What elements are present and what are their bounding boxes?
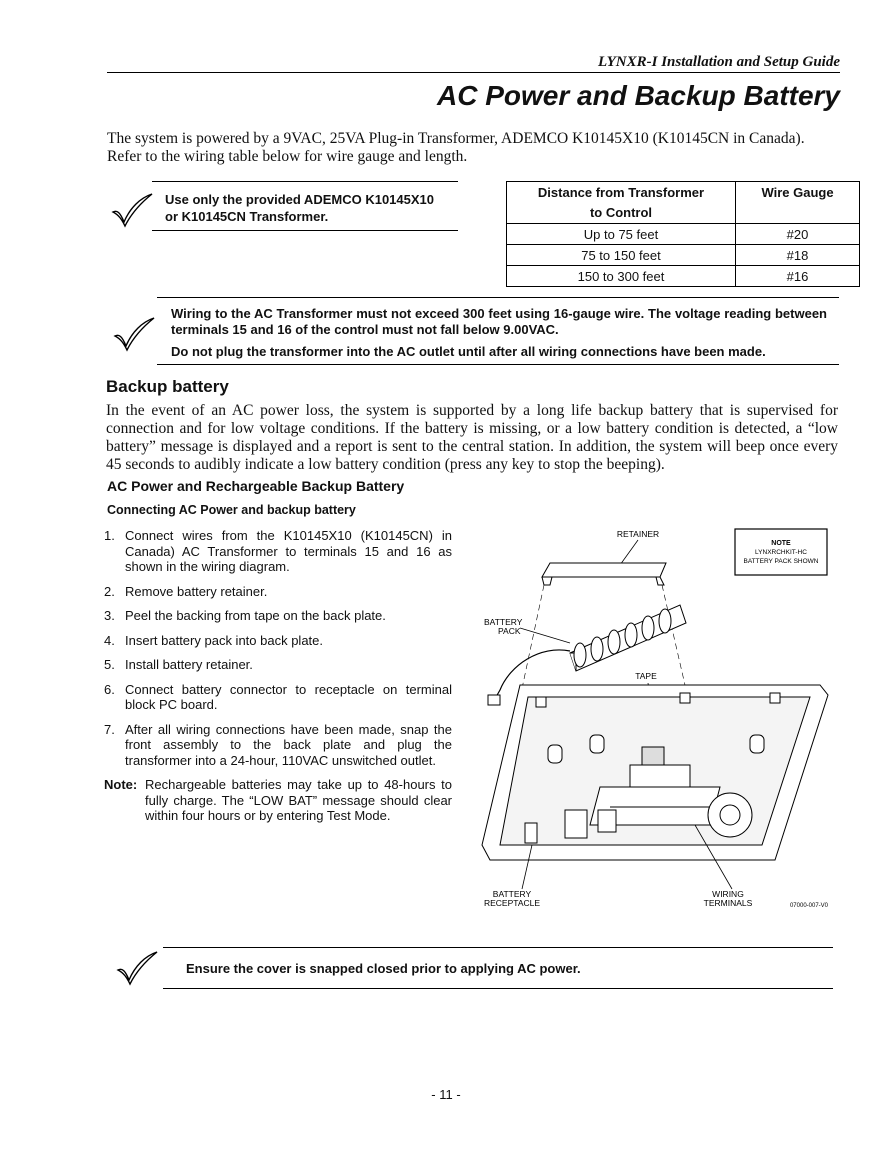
retainer-label: RETAINER — [616, 529, 660, 539]
page-title: AC Power and Backup Battery — [437, 80, 840, 111]
steps-list — [104, 528, 452, 824]
table-header-distance: Distance from Transformer to Control — [507, 182, 736, 224]
battery-receptacle-label-1: BATTERY — [492, 889, 532, 899]
section-subheading: Connecting AC Power and backup battery — [107, 503, 356, 517]
intro-paragraph: The system is powered by a 9VAC, 25VA Plug-in Transformer, ADEMCO K10145X10 (K10145CN in Canada). Refer to the wiring table below for wire gauge and length. — [107, 130, 805, 165]
wiring-note-p1: Wiring to the AC Transformer must not exceed 300 feet using 16-gauge wire. The voltage reading between terminals 15 and 16 of the control must not fall below 9.00VAC. — [171, 306, 827, 337]
charge-note: Note: Rechargeable batteries may take up to 48-hours to fully charge. The “LOW BAT” message should clear within four hours or by entering Test Mode. — [104, 777, 452, 823]
wire-gauge-table — [506, 181, 860, 287]
diagram-note-line1: LYNXRCHKIT-HC — [755, 549, 807, 556]
wiring-note — [157, 297, 839, 365]
battery-cells — [570, 605, 686, 671]
section-heading: AC Power and Rechargeable Backup Battery — [107, 478, 405, 494]
table-cell: 150 to 300 feet — [507, 266, 736, 287]
backup-paragraph: In the event of an AC power loss, the system is supported by a long life backup battery that is supervised for connection and for low voltage conditions. If the battery is missing, or a low battery condition is detected, a “low battery” message is displayed and a report is sent to the central station. In addition, the system will beep once every 45 seconds to audibly indicate a low battery condition (press any key to stop the beeping). — [106, 402, 838, 473]
table-cell: #20 — [736, 224, 860, 245]
wiring-terminals-label-1: WIRING — [712, 889, 744, 899]
table-cell: 75 to 150 feet — [507, 245, 736, 266]
backup-heading: Backup battery — [106, 377, 229, 396]
table-cell: #18 — [736, 245, 860, 266]
figure-code: 07000-007-V0 — [789, 903, 828, 909]
list-item: 3. Peel the backing from tape on the back plate. — [104, 608, 386, 623]
list-item: 5. Install battery retainer. — [104, 657, 253, 672]
cover-note — [163, 947, 833, 989]
guide-title: LYNXR-I Installation and Setup Guide — [598, 54, 840, 70]
table-cell: #16 — [736, 266, 860, 287]
table-cell: Up to 75 feet — [507, 224, 736, 245]
table-row — [507, 224, 860, 245]
table-row — [507, 245, 860, 266]
transformer-note — [152, 181, 458, 231]
wiring-terminals-label-2: TERMINALS — [703, 898, 753, 908]
checkmark-icon — [115, 950, 159, 986]
page-number: - 11 - — [431, 1087, 461, 1102]
checkmark-icon — [110, 192, 154, 228]
list-item: 1. Connect wires from the K10145X10 (K10145CN) in Canada) AC Transformer to terminals 15 and 16 as shown in the wiring diagram. — [104, 528, 452, 574]
list-item: 7. After all wiring connections have been made, snap the front assembly to the back plate and plug the transformer into a 24-hour, 110VAC unswitched outlet. — [104, 721, 452, 768]
cover-note-text: Ensure the cover is snapped closed prior to applying AC power. — [186, 961, 581, 976]
back-plate — [482, 685, 828, 860]
battery-installation-diagram — [470, 525, 840, 915]
list-item: 6. Connect battery connector to receptacle on terminal block PC board. — [104, 681, 452, 712]
transformer-note-line2: or K10145CN Transformer. — [165, 209, 329, 224]
battery-receptacle-label-2: RECEPTACLE — [483, 898, 541, 908]
table-row — [507, 266, 860, 287]
diagram-note-line2: BATTERY PACK SHOWN — [743, 558, 819, 565]
table-header-gauge: Wire Gauge — [736, 182, 860, 224]
battery-pack-label-1: BATTERY — [484, 617, 523, 627]
list-item: 2. Remove battery retainer. — [104, 583, 268, 599]
checkmark-icon — [112, 316, 156, 352]
tape-label: TAPE — [635, 671, 657, 681]
transformer-note-line1: Use only the provided ADEMCO K10145X10 — [165, 192, 434, 207]
header-rule — [107, 72, 840, 73]
diagram-note-title: NOTE — [771, 540, 791, 547]
list-item: 4. Insert battery pack into back plate. — [104, 632, 323, 648]
battery-pack-label-2: PACK — [498, 626, 521, 636]
wiring-note-p2: Do not plug the transformer into the AC outlet until after all wiring connections have been made. — [171, 344, 766, 359]
